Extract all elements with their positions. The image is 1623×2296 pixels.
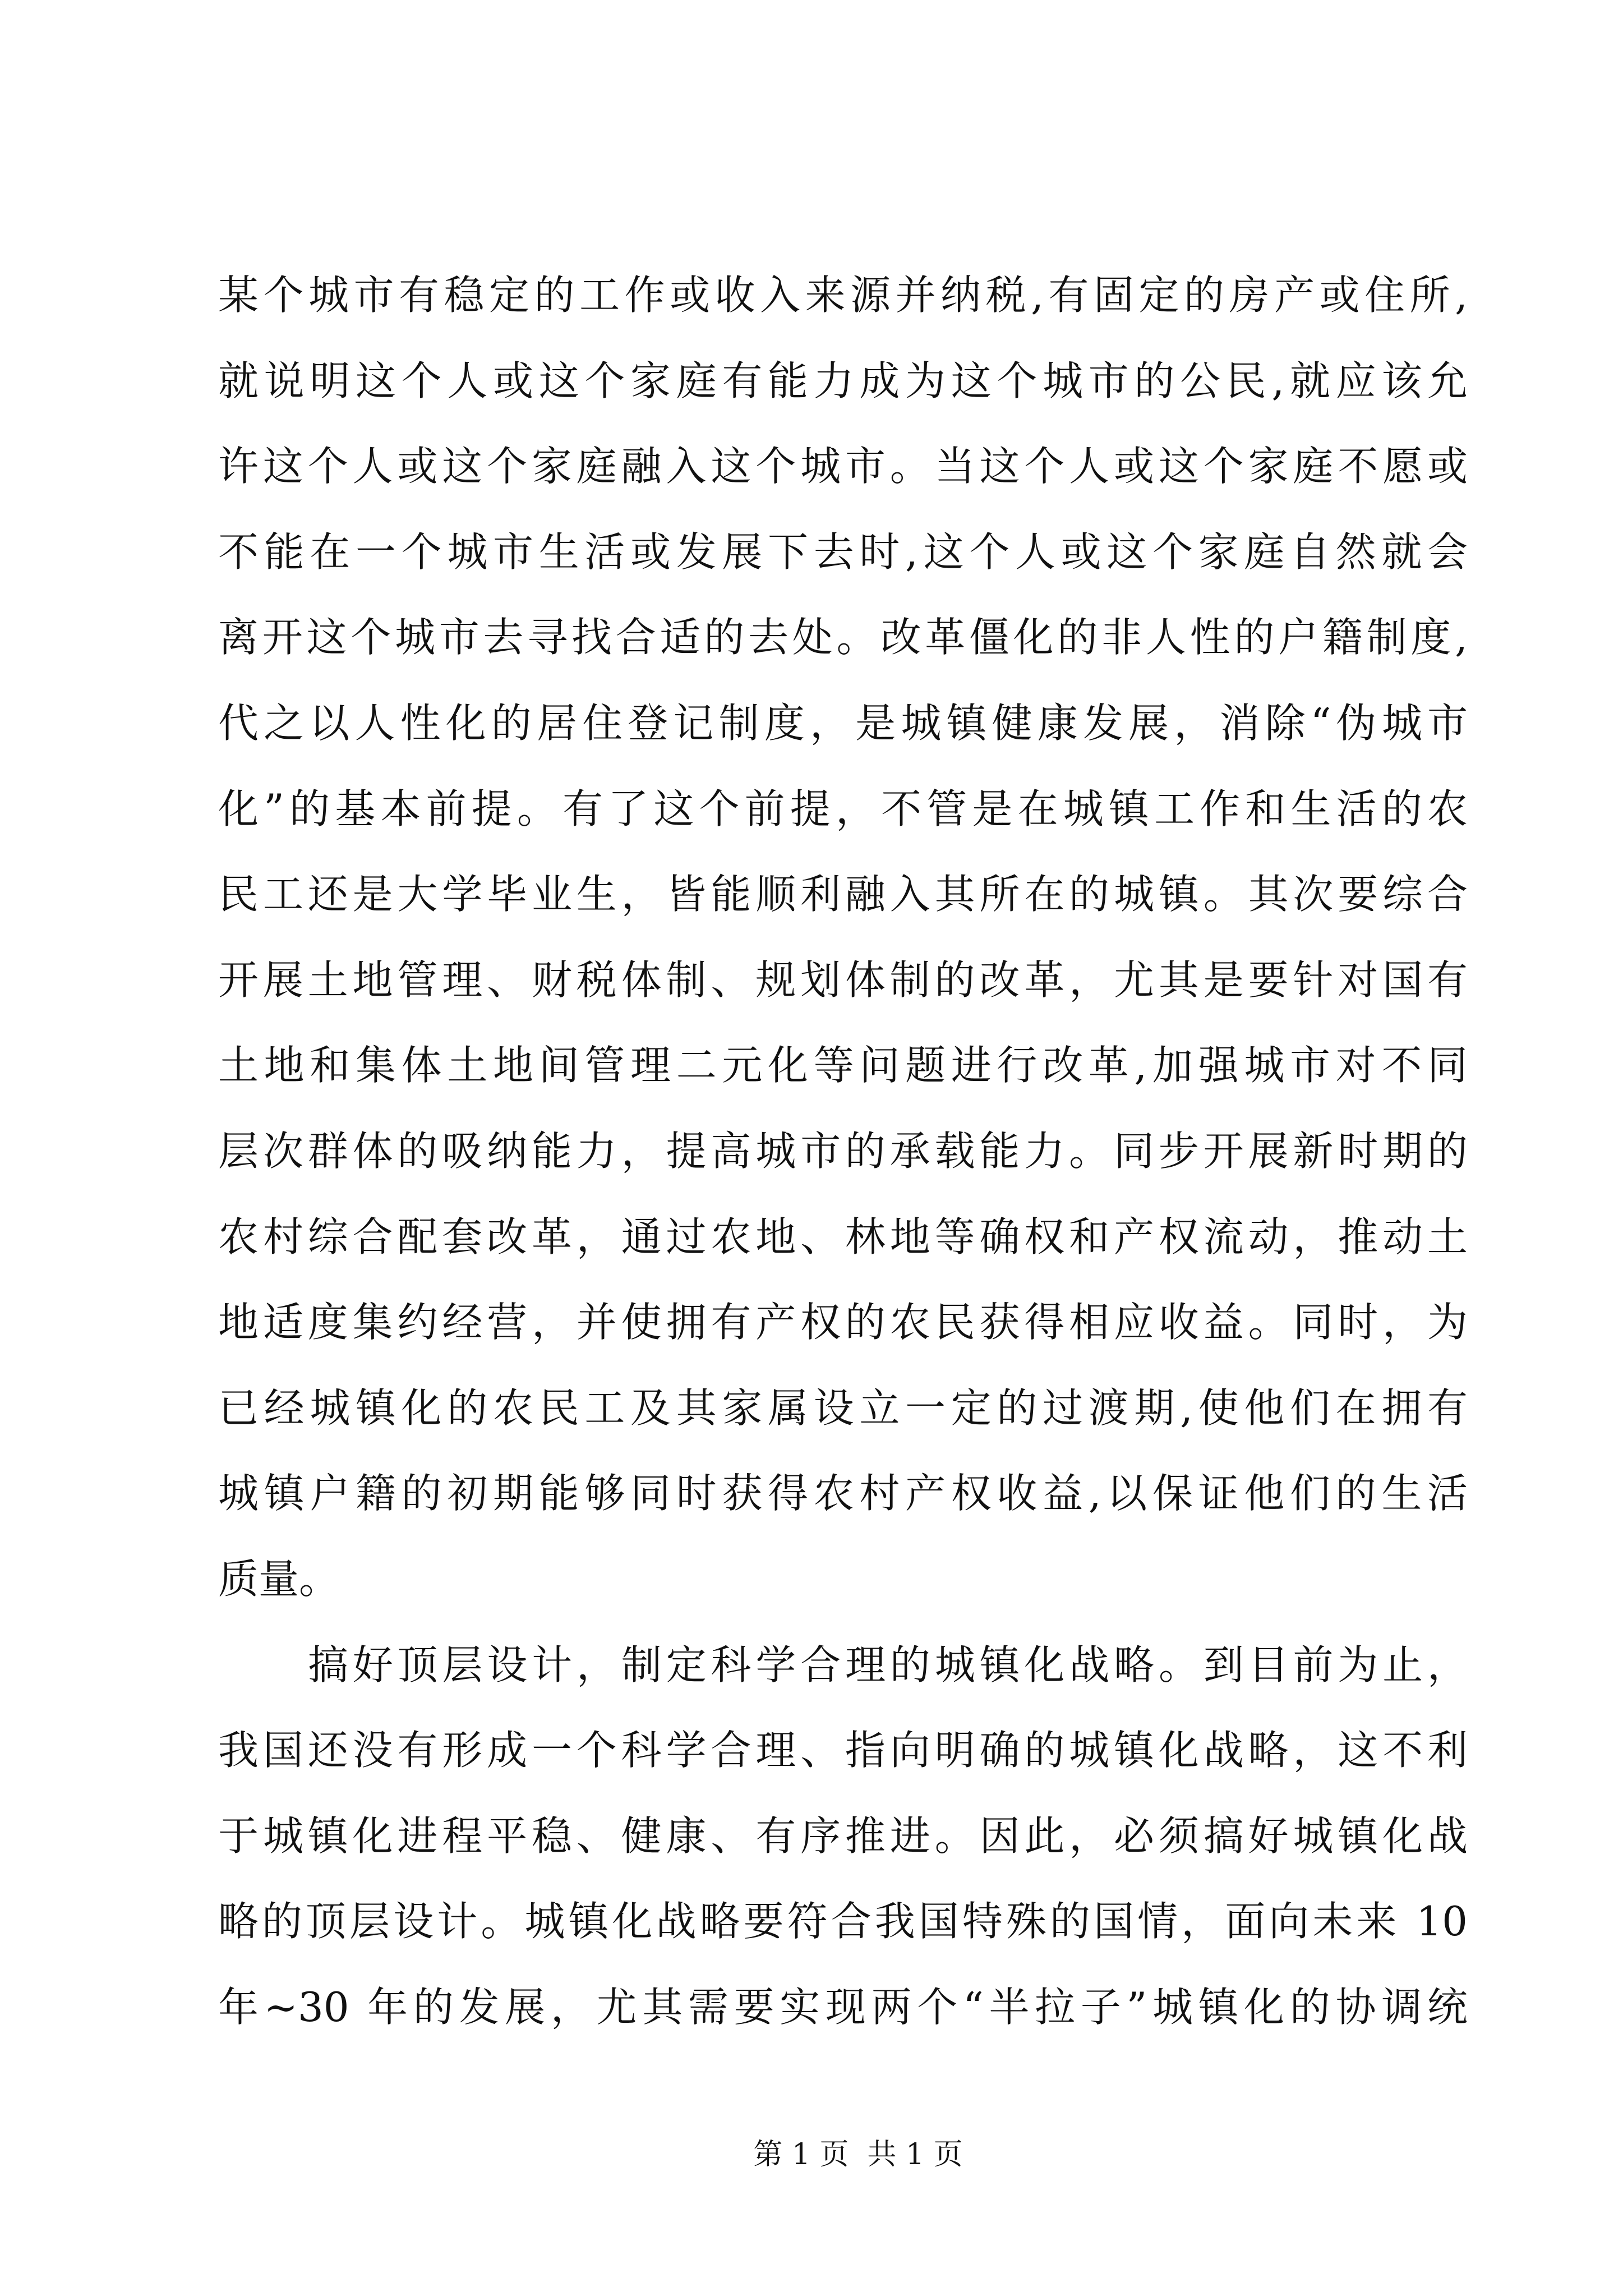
text-line: 搞好顶层设计，制定科学合理的城镇化战略。到目前为止，: [308, 1641, 1468, 1688]
text-line: 质量。: [218, 1555, 340, 1603]
paragraph-2: [218, 1622, 1468, 2050]
text-line: 地适度集约经营，并使拥有产权的农民获得相应收益。同时，为: [218, 1299, 1468, 1346]
text-line: 农村综合配套改革，通过农地、林地等确权和产权流动，推动土: [218, 1213, 1468, 1260]
text-line: 年~30 年的发展，尤其需要实现两个“半拉子”城镇化的协调统: [218, 1983, 1468, 2031]
text-line: 某个城市有稳定的工作或收入来源并纳税,有固定的房产或住所,: [218, 272, 1468, 319]
text-line: 就说明这个人或这个家庭有能力成为这个城市的公民,就应该允: [218, 357, 1468, 404]
text-line: 不能在一个城市生活或发展下去时,这个人或这个家庭自然就会: [218, 528, 1468, 576]
text-line: 城镇户籍的初期能够同时获得农村产权收益,以保证他们的生活: [218, 1470, 1468, 1517]
paragraph-1: [218, 252, 1468, 1622]
text-line: 略的顶层设计。城镇化战略要符合我国特殊的国情，面向未来 10: [218, 1898, 1468, 1945]
text-line: 已经城镇化的农民工及其家属设立一定的过渡期,使他们在拥有: [218, 1384, 1468, 1432]
text-line: 我国还没有形成一个科学合理、指向明确的城镇化战略，这不利: [218, 1727, 1468, 1774]
body-text: [218, 252, 1468, 2050]
page-number-footer: 第 1 页 共 1 页: [753, 2138, 963, 2171]
text-line: 于城镇化进程平稳、健康、有序推进。因此，必须搞好城镇化战: [218, 1812, 1468, 1860]
text-line: 开展土地管理、财税体制、规划体制的改革，尤其是要针对国有: [218, 956, 1468, 1004]
text-line: 许这个人或这个家庭融入这个城市。当这个人或这个家庭不愿或: [218, 443, 1468, 490]
text-line: 土地和集体土地间管理二元化等问题进行改革,加强城市对不同: [218, 1042, 1468, 1089]
text-line: 离开这个城市去寻找合适的去处。改革僵化的非人性的户籍制度,: [218, 614, 1468, 661]
text-line: 层次群体的吸纳能力，提高城市的承载能力。同步开展新时期的: [218, 1127, 1468, 1175]
text-line: 化”的基本前提。有了这个前提，不管是在城镇工作和生活的农: [218, 785, 1468, 832]
text-line: 代之以人性化的居住登记制度，是城镇健康发展，消除“伪城市: [218, 699, 1468, 747]
text-line: 民工还是大学毕业生，皆能顺利融入其所在的城镇。其次要综合: [218, 871, 1468, 918]
